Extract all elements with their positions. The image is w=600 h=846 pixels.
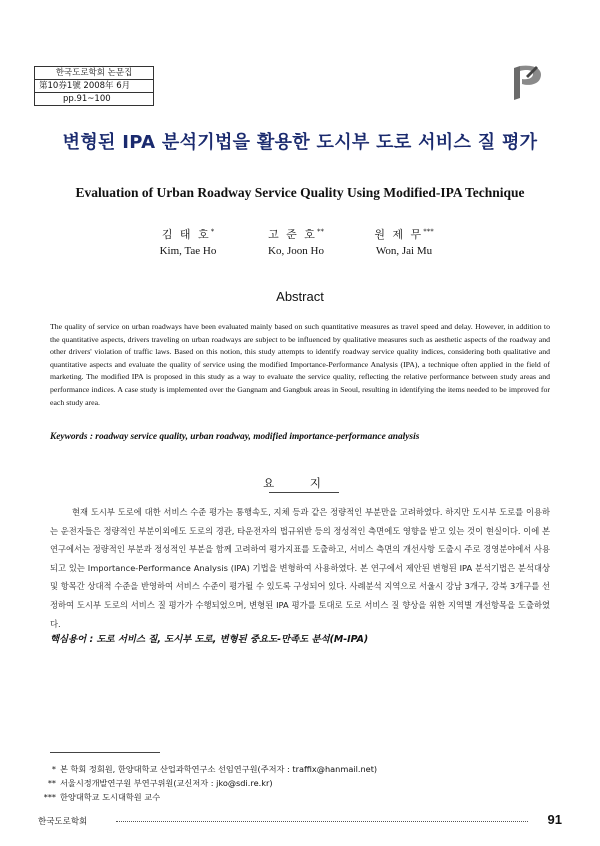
- footnote-mark: *: [51, 764, 56, 774]
- journal-name: 한국도로학회 논문집: [35, 67, 153, 80]
- author-name-en: Ko, Joon Ho: [268, 245, 324, 257]
- yoji-underline: [269, 492, 339, 493]
- footnotes: [38, 762, 377, 804]
- abstract-heading: Abstract: [276, 289, 324, 304]
- author-mark: **: [316, 227, 324, 236]
- journal-volume: 第10券1號 2008年 6月: [35, 80, 153, 93]
- footnote-divider: [50, 752, 160, 753]
- page-footer: [38, 812, 562, 828]
- footnote-item: [38, 790, 377, 804]
- author-name-en: Won, Jai Mu: [375, 245, 433, 257]
- author-1: [128, 226, 248, 257]
- footnote-mark: ***: [43, 792, 56, 802]
- author-name-ko: 고 준 호: [268, 228, 317, 241]
- abstract-text: The quality of service on urban roadways have been evaluated mainly based on such quantitative measures as travel speed and delay. However, in addition to the quantitative aspects, drivers traveling on urban roadways are subject to be influenced by qualitative measures such as aesthetic aspects of the roadway and other drivers' violation of traffic laws. Based on this notion, this study attempts to identify roadway service quality indices, considering both qualitative and quantitative aspects and evaluate the quality of service using the modified Importance-Performance Analysis (IPA), a technique often applied in the field of marketing. The modified IPA is proposed in this study as a way to evaluate the service quality, reflecting the relative performance between study areas and performance indices. A case study is implemented over the Gangnam and Gangbuk areas in Seoul, resulting in identifying the items needed to be improved for each study area.: [50, 322, 550, 407]
- author-3: [344, 226, 464, 257]
- footer-leader-dots: [116, 821, 528, 822]
- footnote-text: 본 학회 정회원, 한양대학교 산업과학연구소 선임연구원(주저자 : traffix@hanmail.net): [60, 764, 378, 774]
- author-2: [236, 226, 356, 257]
- footnote-text: 서울시정개발연구원 부연구위원(교신저자 : jko@sdi.re.kr): [60, 778, 273, 788]
- keywords-english: Keywords : roadway service quality, urban roadway, modified importance-performance analysis: [50, 432, 420, 442]
- title-korean: 변형된 IPA 분석기법을 활용한 도시부 도로 서비스 질 평가: [62, 132, 538, 153]
- page-number: 91: [547, 812, 562, 827]
- footnote-item: [38, 762, 377, 776]
- footnote-text: 한양대학교 도시대학원 교수: [60, 792, 161, 802]
- footnote-item: [38, 776, 377, 790]
- author-name-en: Kim, Tae Ho: [159, 245, 217, 257]
- footnote-mark: **: [47, 778, 56, 788]
- journal-pages: pp.91~100: [63, 94, 111, 104]
- yoji-heading: 요 지: [263, 476, 337, 490]
- author-mark: *: [210, 227, 215, 236]
- journal-logo-icon: [506, 62, 548, 102]
- yoji-text: 현재 도시부 도로에 대한 서비스 수준 평가는 통행속도, 지체 등과 같은 정량적인 부분만을 고려하였다. 하지만 도시부 도로를 이용하는 운전자들은 정량적인 부분이외에도 도로의 경관, 타운전자의 법규위반 등의 정성적인 측면에도 영향을 받고 있는 것이 현실이다. 이에 본 연구에서는 정량적인 부분과 정성적인 부분을 함께 고려하여 평가지표를 도출하고, 서비스 측면의 개선사항 도출시 주로 경영분야에서 사용되고 있는 Importance-Performance Analysis (IPA) 기법을 변형하여 사용하였다. 본 연구에서 제안된 변형된 IPA 분석기법은 분석대상 및 항목간 상대적 수준을 반영하여 서비스 수준이 평가될 수 있도록 구성되어 있다. 사례분석 지역으로 서울시 강남 3개구, 강북 3개구를 선정하여 도시부 도로의 서비스 질 평가가 수행되었으며, 변형된 IPA 평가를 토대로 도로 서비스 질 향상을 위한 지역별 개선항목을 도출하였다.: [50, 507, 550, 629]
- footer-society: 한국도로학회: [38, 817, 88, 827]
- journal-info-box: [34, 66, 154, 106]
- author-mark: ***: [423, 227, 434, 236]
- keywords-korean: 핵심용어 : 도로 서비스 질, 도시부 도로, 변형된 중요도-만족도 분석(M-IPA): [50, 634, 369, 645]
- author-name-ko: 원 제 무: [374, 228, 424, 241]
- author-name-ko: 김 태 호: [161, 228, 211, 241]
- title-english: Evaluation of Urban Roadway Service Quality Using Modified-IPA Technique: [75, 185, 525, 200]
